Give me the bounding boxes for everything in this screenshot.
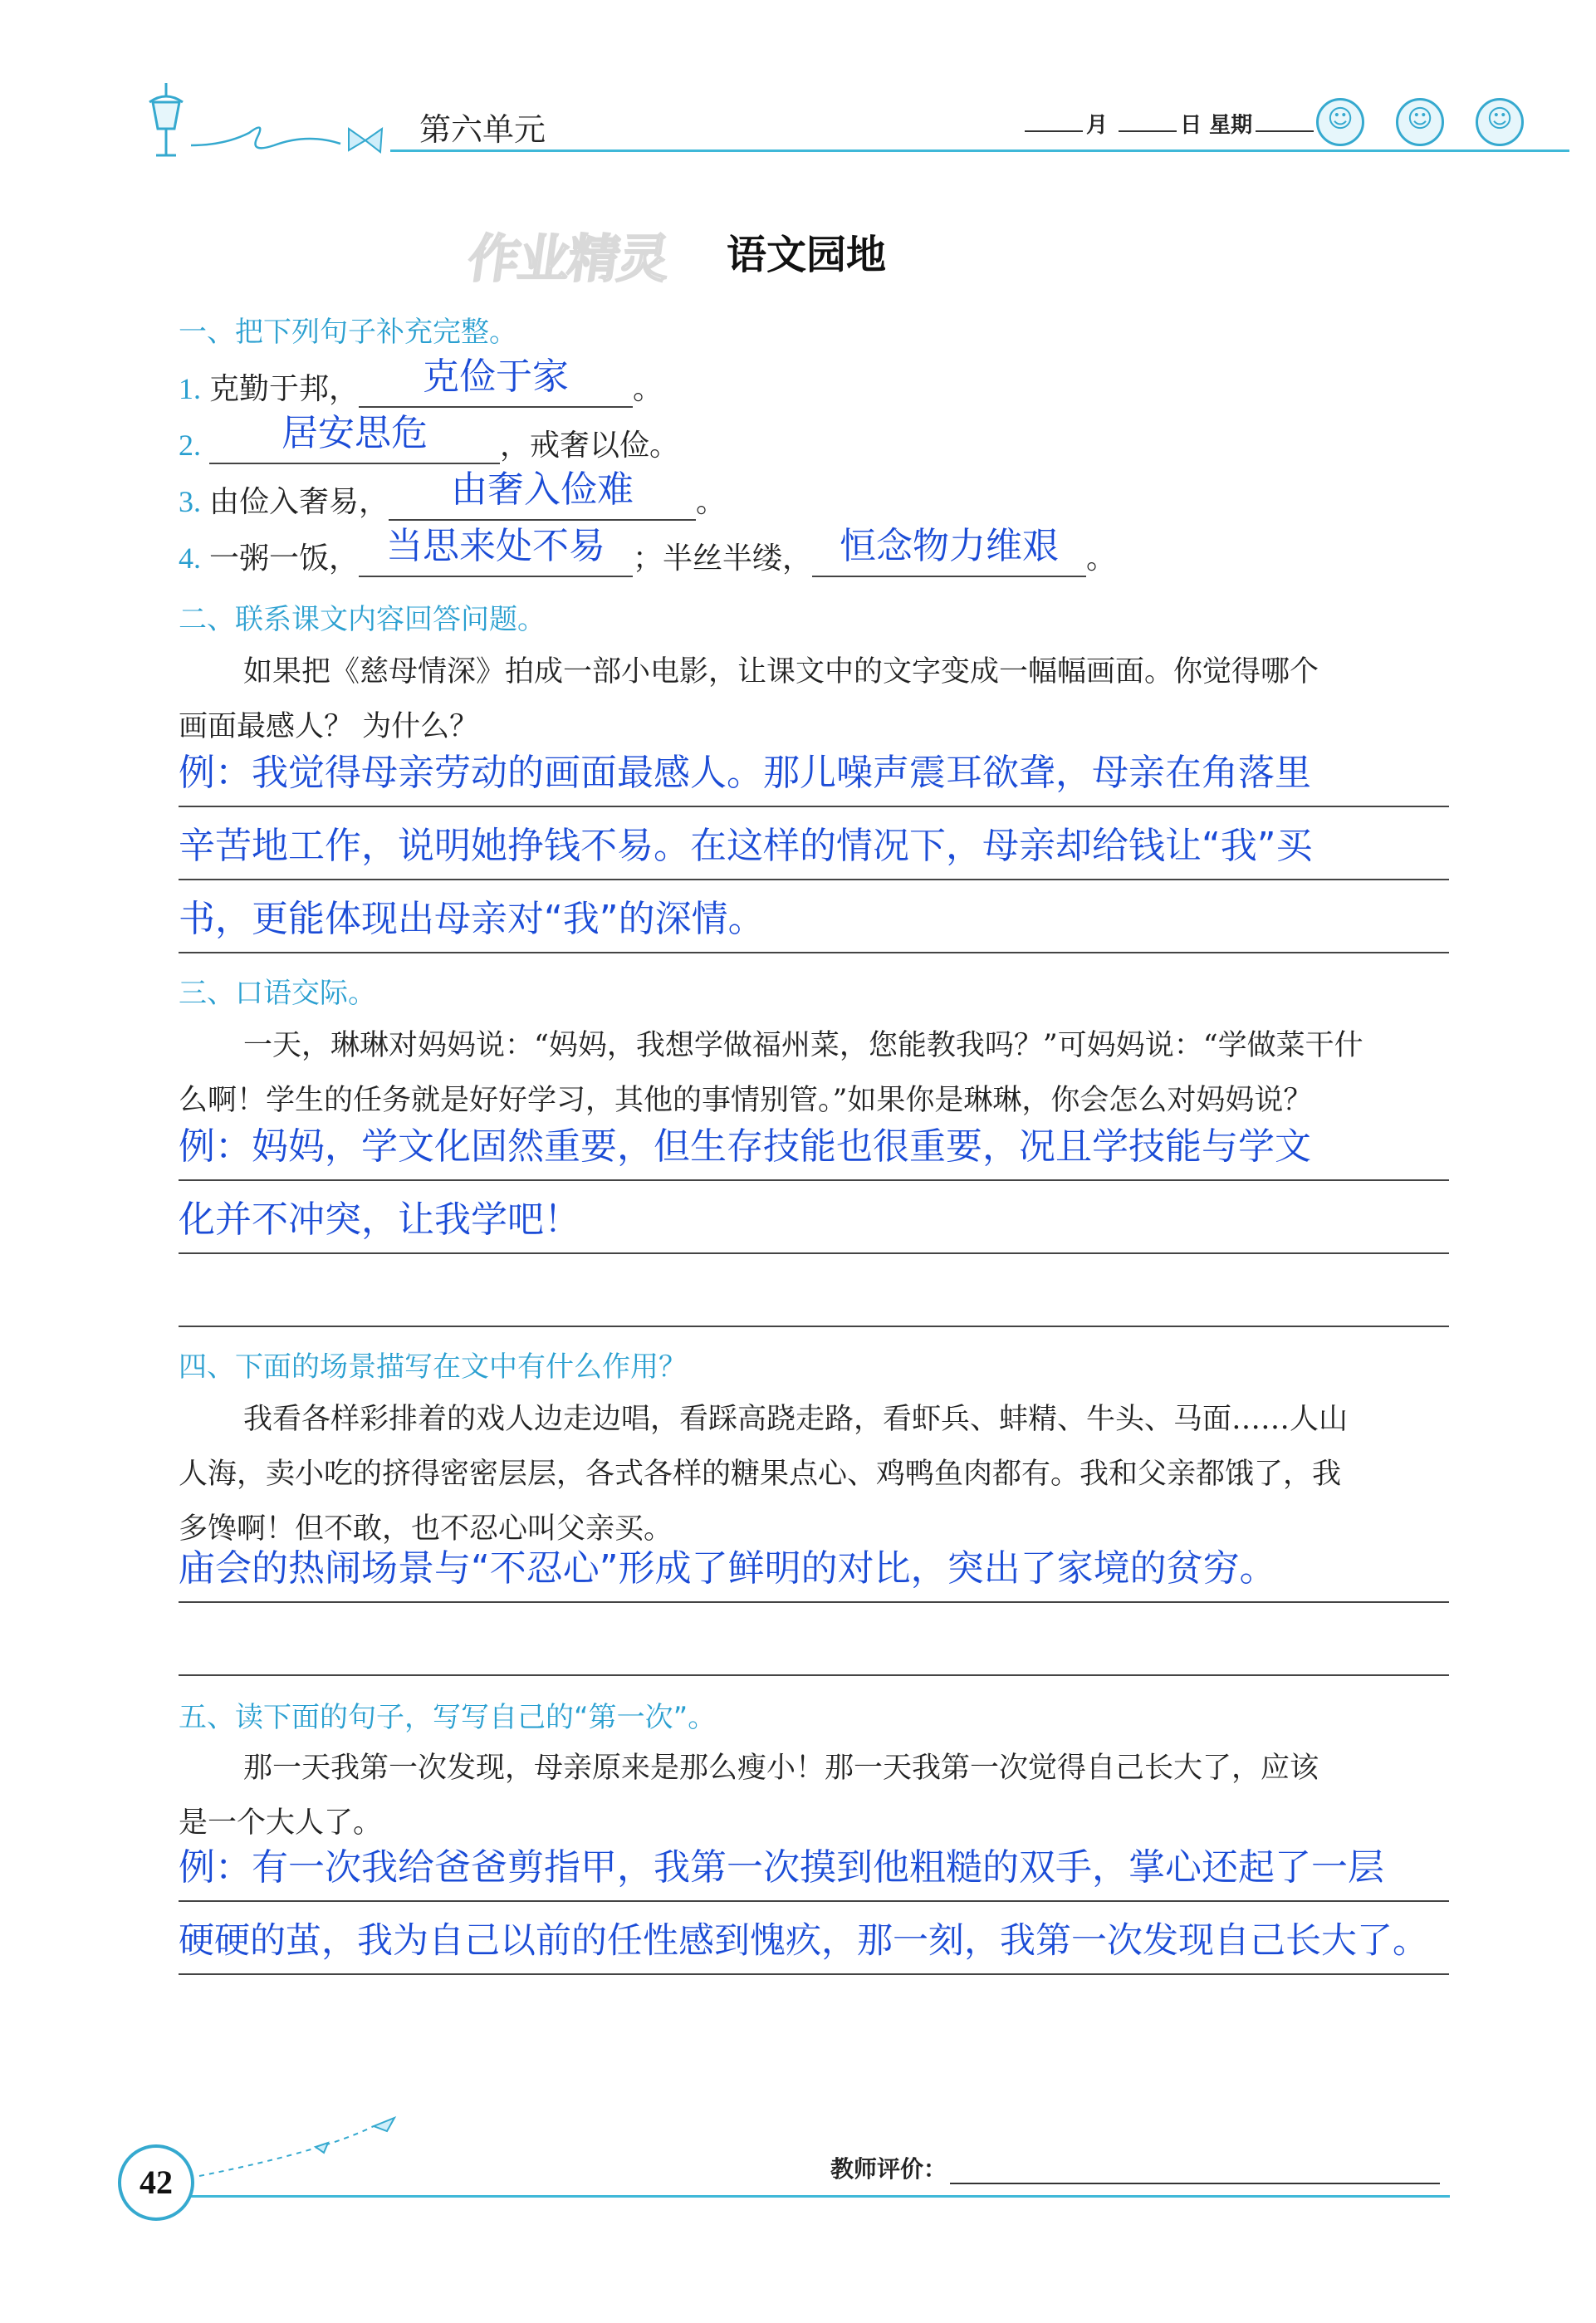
- answer-line[interactable]: [179, 1252, 1449, 1327]
- question-3: [179, 468, 727, 521]
- watermark-logo: 作业精灵: [464, 228, 673, 289]
- question-number: 4.: [179, 542, 201, 575]
- day-label: 日: [1180, 113, 1202, 138]
- question-text: 由俭入奢易，: [209, 485, 389, 519]
- day-blank[interactable]: [1119, 130, 1177, 132]
- date-fields: [1021, 108, 1317, 139]
- mood-faces: [1316, 98, 1555, 146]
- section-1-heading: 一、把下列句子补充完整。: [179, 316, 517, 349]
- answer-line[interactable]: [179, 733, 1449, 807]
- question-text: ；半丝半缕，: [633, 542, 813, 576]
- answer-line[interactable]: [179, 1179, 1449, 1254]
- section-2-heading: 二、联系课文内容回答问题。: [179, 603, 546, 636]
- grin-face-icon[interactable]: ☺: [1476, 98, 1524, 146]
- answer-line[interactable]: [179, 806, 1449, 880]
- question-text: ，戒奢以俭。: [500, 429, 680, 463]
- page-title: 语文园地: [727, 232, 887, 278]
- question-1: [179, 355, 663, 408]
- happy-face-icon[interactable]: ☺: [1316, 98, 1364, 146]
- question-4: [179, 525, 1117, 577]
- handwritten-answer: 由奢入俭难: [451, 468, 634, 511]
- weekday-label: 星期: [1209, 113, 1253, 138]
- answer-blank[interactable]: [359, 525, 633, 577]
- teacher-evaluation-blank[interactable]: [950, 2158, 1440, 2184]
- swirl-decoration-icon: [191, 112, 390, 162]
- footer-rule: [188, 2195, 1450, 2198]
- question-2: [179, 412, 680, 464]
- section-5-prompt-line-1: 那一天我第一次发现，母亲原来是那么瘦小！那一天我第一次觉得自己长大了，应该: [243, 1752, 1319, 1785]
- header-rule: [390, 149, 1569, 152]
- answer-blank[interactable]: [812, 525, 1086, 577]
- handwritten-answer: 硬硬的茧，我为自己以前的任性感到愧疚，那一刻，我第一次发现自己长大了。: [179, 1920, 1428, 1962]
- answer-line[interactable]: [179, 1528, 1449, 1603]
- handwritten-answer: 辛苦地工作，说明她挣钱不易。在这样的情况下，母亲却给钱让“我”买: [179, 825, 1313, 867]
- section-3-prompt-line-1: 一天，琳琳对妈妈说：“妈妈，我想学做福州菜，您能教我吗？”可妈妈说：“学做菜干什: [243, 1029, 1363, 1062]
- section-5-heading: 五、读下面的句子，写写自己的“第一次”。: [179, 1701, 717, 1734]
- page-number: 42: [118, 2144, 194, 2221]
- neutral-face-icon[interactable]: ☺: [1396, 98, 1444, 146]
- section-5-prompt-line-2: 是一个大人了。: [179, 1806, 383, 1840]
- question-number: 2.: [179, 429, 201, 462]
- handwritten-answer: 居安思危: [282, 412, 428, 454]
- handwritten-answer: 例：妈妈，学文化固然重要，但生存技能也很重要，况且学技能与学文: [179, 1125, 1311, 1168]
- answer-line[interactable]: [179, 879, 1449, 953]
- question-text: 一粥一饭，: [209, 542, 360, 576]
- handwritten-answer: 恒念物力维艰: [840, 525, 1060, 567]
- section-2-prompt-line-2: 画面最感人？ 为什么？: [179, 710, 479, 743]
- month-blank[interactable]: [1025, 130, 1083, 132]
- handwritten-answer: 例：有一次我给爸爸剪指甲，我第一次摸到他粗糙的双手，掌心还起了一层: [179, 1846, 1384, 1889]
- handwritten-answer: 庙会的热闹场景与“不忍心”形成了鲜明的对比，突出了家境的贫穷。: [179, 1547, 1276, 1590]
- section-4-prompt-line-2: 人海，卖小吃的挤得密密层层，各式各样的糖果点心、鸡鸭鱼肉都有。我和父亲都饿了，我: [179, 1458, 1342, 1491]
- question-text: 。: [633, 372, 663, 406]
- question-text: 。: [696, 485, 727, 519]
- answer-line[interactable]: [179, 1106, 1449, 1181]
- section-4-prompt-line-3: 多馋啊！但不敢，也不忍心叫父亲买。: [179, 1512, 673, 1546]
- section-4-prompt-line-1: 我看各样彩排着的戏人边走边唱，看踩高跷走路，看虾兵、蚌精、牛头、马面……人山: [243, 1403, 1349, 1436]
- handwritten-answer: 例：我觉得母亲劳动的画面最感人。那儿噪声震耳欲聋，母亲在角落里: [179, 752, 1311, 794]
- answer-line[interactable]: [179, 1900, 1449, 1975]
- lamp-icon: [141, 79, 191, 162]
- question-number: 1.: [179, 372, 201, 405]
- answer-line[interactable]: [179, 1601, 1449, 1676]
- question-text: 克勤于邦，: [209, 372, 360, 406]
- section-3-prompt-line-2: 么啊！学生的任务就是好好学习，其他的事情别管。”如果你是琳琳，你会怎么对妈妈说？: [179, 1084, 1313, 1117]
- section-2-prompt-line-1: 如果把《慈母情深》拍成一部小电影，让课文中的文字变成一幅幅画面。你觉得哪个: [243, 655, 1319, 689]
- handwritten-answer: 书，更能体现出母亲对“我”的深情。: [179, 898, 765, 940]
- section-3-heading: 三、口语交际。: [179, 977, 376, 1010]
- handwritten-answer: 当思来处不易: [386, 525, 606, 567]
- month-label: 月: [1086, 113, 1109, 138]
- weekday-blank[interactable]: [1256, 130, 1314, 132]
- teacher-evaluation-label: 教师评价：: [830, 2155, 947, 2183]
- handwritten-answer: 化并不冲突，让我学吧！: [179, 1198, 580, 1241]
- handwritten-answer: 克俭于家: [423, 355, 570, 398]
- teacher-evaluation: [830, 2151, 1440, 2184]
- question-text: 。: [1086, 542, 1117, 576]
- bird-trail-icon: [191, 2110, 407, 2184]
- answer-line[interactable]: [179, 1827, 1449, 1902]
- question-number: 3.: [179, 485, 201, 518]
- section-4-heading: 四、下面的场景描写在文中有什么作用？: [179, 1350, 687, 1384]
- unit-label: 第六单元: [419, 111, 546, 148]
